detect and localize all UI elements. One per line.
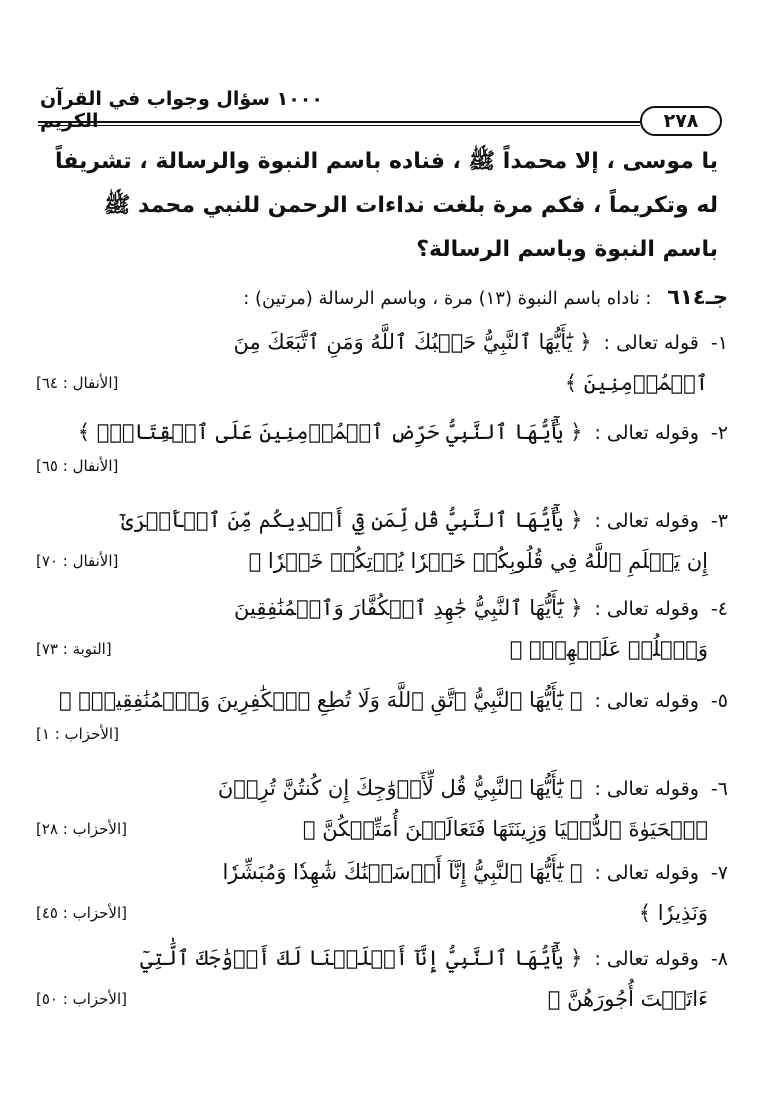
verse-text: وَٱغۡلُظۡ عَلَيۡهِمۡۚ ﴾ [509, 637, 708, 661]
book-title: ١٠٠٠ سؤال وجواب في القرآن الكريم [40, 88, 323, 132]
verse-reference: [الأحزاب : ٥٠] [36, 990, 127, 1008]
answer-label: جـ٦١٤ [667, 285, 728, 309]
verse-row [28, 852, 728, 893]
header-rule [38, 121, 640, 123]
verse-item [28, 680, 728, 743]
verse-row [28, 322, 728, 363]
verse-reference: [الأحزاب : ٢٨] [36, 820, 127, 838]
item-intro: وقوله تعالى : [594, 598, 699, 620]
verse-item [28, 588, 728, 670]
answer-heading [28, 282, 728, 314]
verse-row [28, 412, 728, 453]
item-number: ٧- [710, 862, 728, 884]
verse-text: إِن يَعۡلَمِ ٱللَّهُ فِي قُلُوبِكُمۡ خَيۡرٗا يُؤۡتِكُمۡ خَيۡرٗا ﴾ [248, 549, 708, 573]
verse-text: ﴿ يَٰٓأَيُّهَا ٱلنَّبِيُّ قُل لِّمَن فِيٓ أَيۡدِيكُم مِّنَ ٱلۡأَسۡرَىٰٓ [121, 508, 583, 532]
verse-text: ﴿ يَٰٓأَيُّهَا ٱلنَّبِيُّ ٱتَّقِ ٱللَّهَ وَلَا تُطِعِ ٱلۡكَٰفِرِينَ وَٱلۡمُنَٰفِقِينَۚ ﴾ [59, 688, 583, 712]
verse-reference: [الأنفال : ٧٠] [36, 552, 119, 570]
item-intro: وقوله تعالى : [594, 422, 699, 444]
item-number: ٥- [710, 690, 728, 712]
verse-text: ﴿ يَٰٓأَيُّهَا ٱلنَّبِيُّ إِنَّآ أَرۡسَلۡنَٰكَ شَٰهِدٗا وَمُبَشِّرٗا [222, 860, 583, 884]
item-number: ٦- [710, 778, 728, 800]
verse-reference: [الأحزاب : ١] [36, 725, 119, 743]
verse-item [28, 852, 728, 934]
verse-item [28, 412, 728, 475]
verse-row [28, 938, 728, 979]
question-text [38, 140, 718, 272]
verse-row [28, 629, 728, 670]
verse-row [28, 541, 728, 582]
verse-text: ﴿ يَٰٓأَيُّهَا ٱلنَّبِيُّ إِنَّآ أَحۡلَلۡنَا لَكَ أَزۡوَٰجَكَ ٱلَّٰتِيٓ [140, 946, 583, 970]
verse-row [28, 768, 728, 809]
item-intro: قوله تعالى : [603, 332, 699, 354]
verse-text: ﴿ يَٰٓأَيُّهَا ٱلنَّبِيُّ جَٰهِدِ ٱلۡكُفَّارَ وَٱلۡمُنَٰفِقِينَ [234, 596, 583, 620]
verse-reference: [الأحزاب : ٤٥] [36, 904, 127, 922]
item-number: ٣- [710, 510, 728, 532]
item-intro: وقوله تعالى : [594, 862, 699, 884]
verse-text: ﴿ يَٰٓأَيُّهَا ٱلنَّبِيُّ حَرِّضِ ٱلۡمُؤۡمِنِينَ عَلَى ٱلۡقِتَالِۚ ﴾ [77, 420, 583, 444]
verse-text: ﴿ يَٰٓأَيُّهَا ٱلنَّبِيُّ حَسۡبُكَ ٱللَّهُ وَمَنِ ٱتَّبَعَكَ مِنَ [233, 330, 592, 354]
verse-text: ٱلۡمُؤۡمِنِينَ ﴾ [564, 371, 708, 395]
verse-row [28, 588, 728, 629]
verse-row [28, 809, 728, 850]
item-number: ٢- [710, 422, 728, 444]
page-header [20, 84, 740, 132]
verse-row [28, 893, 728, 934]
verse-row [28, 363, 728, 404]
verse-item [28, 500, 728, 582]
verse-item [28, 768, 728, 850]
question-line: باسم النبوة وباسم الرسالة؟ [416, 237, 718, 262]
item-intro: وقوله تعالى : [594, 948, 699, 970]
item-number: ١- [710, 332, 728, 354]
verse-reference: [الأنفال : ٦٥] [36, 457, 119, 475]
item-intro: وقوله تعالى : [594, 778, 699, 800]
item-intro: وقوله تعالى : [594, 690, 699, 712]
item-number: ٨- [710, 948, 728, 970]
header-rule-thin [38, 125, 640, 126]
verse-item [28, 938, 728, 1020]
verse-reference: [الأنفال : ٦٤] [36, 374, 119, 392]
verse-text: ﴿ يَٰٓأَيُّهَا ٱلنَّبِيُّ قُل لِّأَزۡوَٰجِكَ إِن كُنتُنَّ تُرِدۡنَ [217, 776, 583, 800]
question-line: له وتكريماً ، فكم مرة بلغت نداءات الرحمن للنبي محمد ﷺ [103, 193, 718, 218]
verse-row [28, 680, 728, 721]
verse-row [28, 500, 728, 541]
verse-row [28, 979, 728, 1020]
item-number: ٤- [710, 598, 728, 620]
question-line: يا موسى ، إلا محمداً ﷺ ، فناده باسم النبوة والرسالة ، تشريفاً [54, 149, 718, 174]
page-number: ٢٧٨ [640, 106, 722, 136]
verse-reference: [التوبة : ٧٣] [36, 640, 112, 658]
item-intro: وقوله تعالى : [594, 510, 699, 532]
verse-text: ءَاتَيۡتَ أُجُورَهُنَّ ﴾ [547, 987, 708, 1011]
answer-text: : ناداه باسم النبوة (١٣) مرة ، وباسم الرسالة (مرتين) : [243, 288, 652, 309]
verse-text: وَنَذِيرٗا ﴾ [638, 901, 708, 925]
verse-text: ٱلۡحَيَوٰةَ ٱلدُّنۡيَا وَزِينَتَهَا فَتَعَالَيۡنَ أُمَتِّعۡكُنَّ ﴾ [302, 817, 708, 841]
verse-item [28, 322, 728, 404]
